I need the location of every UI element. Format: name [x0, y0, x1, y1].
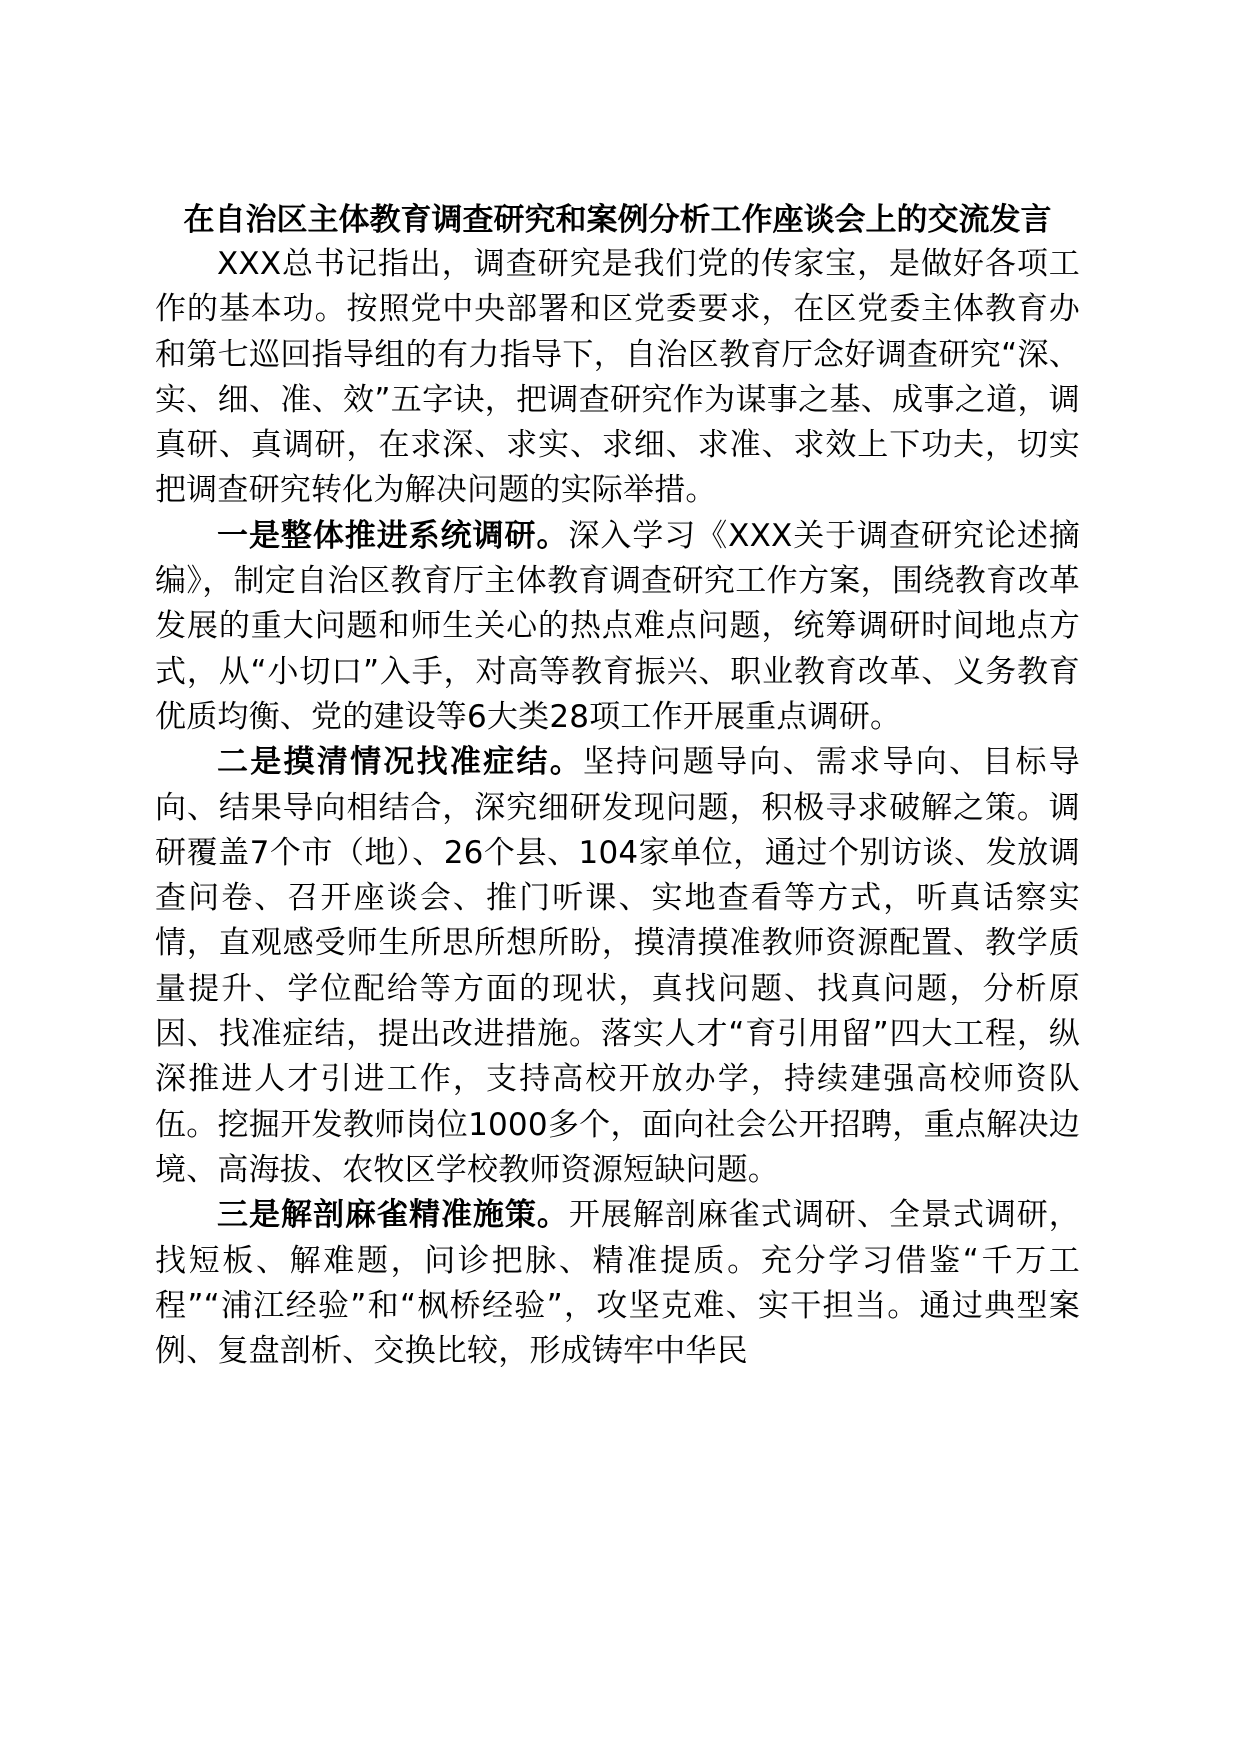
section-heading-2: 二是摸清情况找准症结。 [217, 744, 583, 781]
section-paragraph-2 [155, 740, 1080, 1193]
section-heading-1: 一是整体推进系统调研。 [217, 517, 569, 554]
section-text-2: 坚持问题导向、需求导向、目标导向、结果导向相结合，深究细研发现问题，积极寻求破解之策。调研覆盖7个市（地）、26个县、104家单位，通过个别访谈、发放调查问卷、召开座谈会、推门听课、实地查看等方式，听真话察实情，直观感受师生所思所想所盼，摸清摸准教师资源配置、教学质量提升、学位配给等方面的现状，真找问题、找真问题，分析原因、找准症结，提出改进措施。落实人才“育引用留”四大工程，纵深推进人才引进工作，支持高校开放办学，持续建强高校师资队伍。挖掘开发教师岗位1000多个，面向社会公开招聘，重点解决边境、高海拔、农牧区学校教师资源短缺问题。 [155, 744, 1081, 1188]
section-paragraph-3 [155, 1193, 1080, 1374]
document-body [155, 198, 1080, 1374]
section-heading-3: 三是解剖麻雀精准施策。 [217, 1197, 569, 1234]
section-paragraph-1 [155, 514, 1080, 740]
section-text-1: 深入学习《XXX关于调查研究论述摘编》，制定自治区教育厅主体教育调查研究工作方案，围绕教育改革发展的重大问题和师生关心的热点难点问题，统筹调研时间地点方式，从“小切口”入手，对高等教育振兴、职业教育改革、义务教育优质均衡、党的建设等6大类28项工作开展重点调研。 [155, 517, 1080, 735]
section-text-3: 开展解剖麻雀式调研、全景式调研，找短板、解难题，问诊把脉、精准提质。充分学习借鉴“千万工程”“浦江经验”和“枫桥经验”，攻坚克难、实干担当。通过典型案例、复盘剖析、交换比较，形成铸牢中华民 [155, 1197, 1081, 1370]
document-title: 在自治区主体教育调查研究和案例分析工作座谈会上的交流发言 [183, 202, 1052, 238]
intro-paragraph: XXX总书记指出，调查研究是我们党的传家宝，是做好各项工作的基本功。按照党中央部署和区党委要求，在区党委主体教育办和第七巡回指导组的有力指导下，自治区教育厅念好调查研究“深、实、细、准、效”五字诀，把调查研究作为谋事之基、成事之道，调真研、真调研，在求深、求实、求细、求准、求效上下功夫，切实把调查研究转化为解决问题的实际举措。 [155, 246, 1080, 509]
